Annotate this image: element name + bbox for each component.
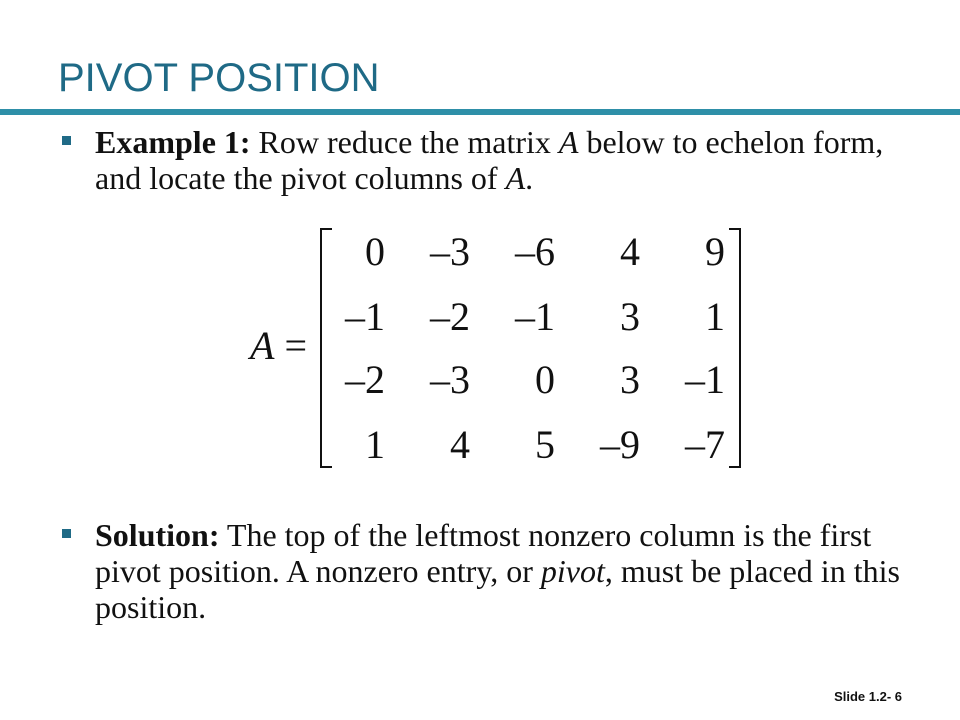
matrix-cell: 3 (620, 294, 640, 339)
example-text-3: . (525, 160, 534, 196)
matrix-equals: = (284, 323, 307, 368)
matrix-cell: –3 (430, 229, 470, 274)
title-divider (0, 109, 960, 115)
example-paragraph (95, 124, 915, 196)
example-var-2: A (505, 160, 526, 196)
matrix-cell: –7 (685, 422, 725, 467)
matrix-right-bracket (729, 228, 741, 468)
matrix-cell: 5 (535, 422, 555, 467)
matrix-cell: –1 (345, 294, 385, 339)
slide-number: Slide 1.2- 6 (834, 689, 902, 704)
solution-emph: pivot (540, 553, 605, 589)
matrix-cell: 0 (365, 229, 385, 274)
matrix-cell: 1 (365, 422, 385, 467)
matrix-cell: –1 (685, 357, 725, 402)
matrix-name: A (250, 323, 275, 368)
solution-paragraph (95, 517, 915, 625)
example-label: Example 1: (95, 124, 251, 160)
matrix-cell: –6 (515, 229, 555, 274)
matrix-cell: –2 (345, 357, 385, 402)
solution-text-1: The top of the leftmost nonzero column is the first pivot position. A nonzero entry, or (95, 517, 872, 589)
example-text-2: below to echelon form, and locate the pivot columns of (95, 124, 884, 196)
bullet-icon (62, 136, 71, 145)
matrix-cell: 4 (620, 229, 640, 274)
example-var: A (558, 124, 579, 160)
matrix-cell: 3 (620, 357, 640, 402)
example-text-1: Row reduce the matrix (250, 124, 559, 160)
matrix-cell: 4 (450, 422, 470, 467)
matrix-label (250, 322, 307, 369)
solution-label: Solution: (95, 517, 220, 553)
slide-title: PIVOT POSITION (58, 56, 380, 100)
matrix-cell: –1 (515, 294, 555, 339)
matrix-cell: 9 (705, 229, 725, 274)
matrix-cell: –3 (430, 357, 470, 402)
bullet-icon (62, 529, 71, 538)
matrix-cell: 0 (535, 357, 555, 402)
solution-text-2: , must be placed in this position. (95, 553, 900, 625)
matrix-cell: 1 (705, 294, 725, 339)
matrix-cell: –9 (600, 422, 640, 467)
matrix-cell: –2 (430, 294, 470, 339)
